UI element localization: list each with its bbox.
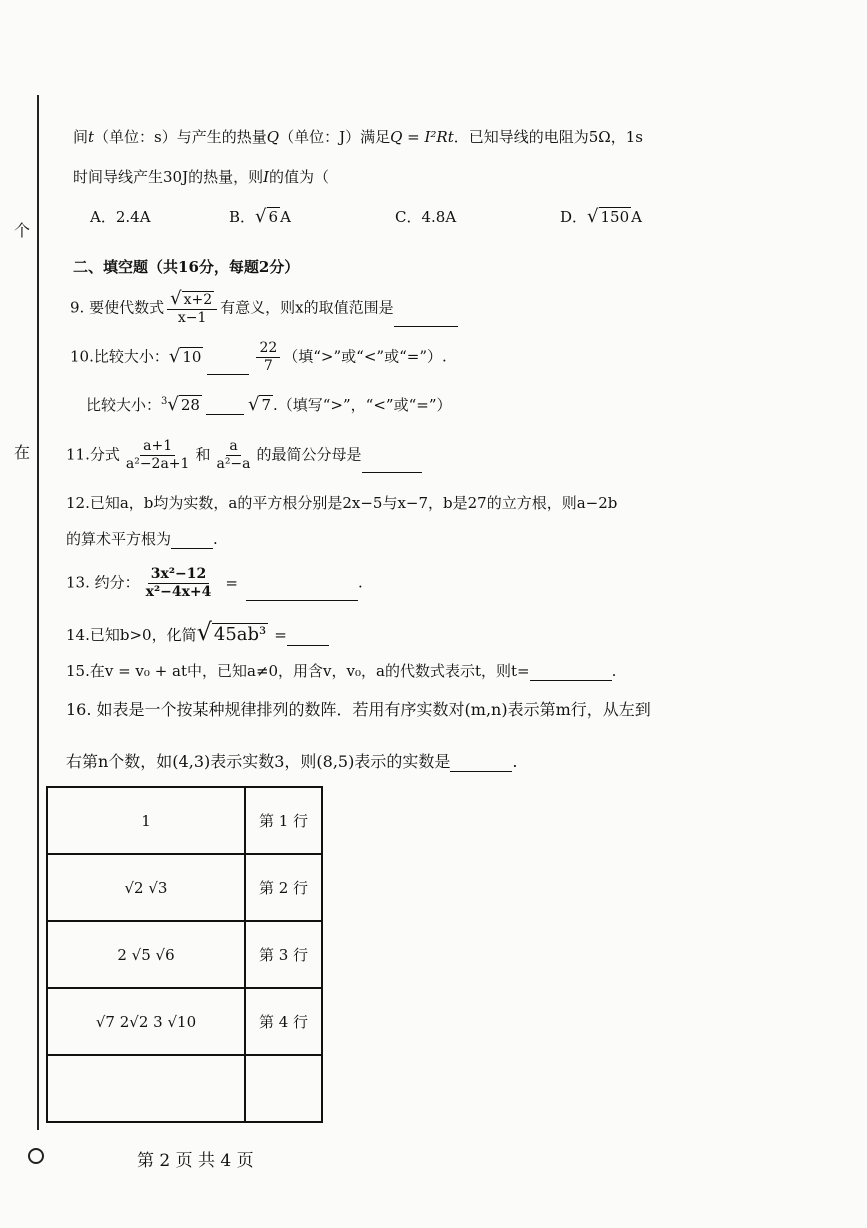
number-array-table (46, 786, 323, 1123)
answer-blank[interactable] (171, 548, 213, 549)
fraction: $\frac{a}{\text{a²−a}}$ (216, 438, 251, 472)
table-cell-label: 第 1 行 (245, 787, 322, 854)
table-row (47, 921, 322, 988)
q14: 14.已知b>0，化简√ 45ab³ = (66, 618, 329, 646)
fraction: $\frac{a+1}{\text{a²−2a+1}}$ (125, 438, 190, 472)
page-footer: 第 2 页 共 4 页 (137, 1151, 254, 1171)
q8-option-a: A．2.4A (90, 208, 151, 226)
q8-option-d: D．√ 150 A (560, 206, 642, 227)
table-cell-values: 2 √5 √6 (47, 921, 245, 988)
q9: 9. 要使代数式 $\frac{√ x+2}{x-1}$ 有意义，则x的取值范围是 (70, 290, 458, 327)
q13: 13. 约分： $\frac{\text{3x²−12}}{\text{x²−4x+4}}$ = . (66, 566, 363, 600)
table-row (47, 787, 322, 854)
q12-line1: 12.已知a，b均为实数，a的平方根分别是2x−5与x−7，b是27的立方根，则a−2b (66, 494, 618, 512)
table-cell-values: √2 √3 (47, 854, 245, 921)
q12-line2: 的算术平方根为 . (66, 530, 218, 548)
q15: 15.在v = v₀ + at中，已知a≠0，用含v，v₀，a的代数式表示t，则t= . (66, 662, 617, 680)
cube-radical: √ 28 (167, 394, 200, 415)
circle-mark-icon (28, 1148, 44, 1164)
margin-char-mid: 在 (14, 443, 31, 462)
q16-line1: 16. 如表是一个按某种规律排列的数阵．若用有序实数对(m,n)表示第m行，从左到 (66, 700, 651, 719)
fraction: $\frac{\text{3x²−12}}{\text{x²−4x+4}}$ (145, 566, 212, 600)
table-cell-label: 第 3 行 (245, 921, 322, 988)
table-cell-label (245, 1055, 322, 1122)
answer-blank[interactable] (394, 326, 458, 327)
answer-blank[interactable] (246, 600, 358, 601)
q8-option-b: B．√ 6 A (229, 206, 291, 227)
radical: √ 10 (168, 345, 202, 367)
radical: √ 7 (247, 394, 271, 415)
table-cell-values: √7 2√2 3 √10 (47, 988, 245, 1055)
table-row (47, 988, 322, 1055)
answer-blank[interactable] (207, 374, 249, 375)
binding-margin-line (37, 95, 39, 1130)
answer-blank[interactable] (206, 414, 244, 415)
radical: √ 45ab³ (196, 618, 267, 646)
q8-line2: 时间导线产生30J的热量，则I的值为（ (73, 168, 330, 186)
table-row (47, 1055, 322, 1122)
q8-option-c: C．4.8A (395, 208, 457, 226)
q11: 11.分式 $\frac{a+1}{\text{a²−2a+1}}$ 和 $\frac{a}{\text{a²−a}}$ 的最简公分母是 (66, 438, 422, 473)
q10-line2: 比较大小：$^3$√ 28 √ 7 .（填写“>”，“<”或“=”） (86, 394, 452, 415)
answer-blank[interactable] (362, 472, 422, 473)
answer-blank[interactable] (450, 771, 512, 772)
table-cell-label: 第 2 行 (245, 854, 322, 921)
answer-blank[interactable] (287, 645, 329, 646)
fraction: $\frac{22}{7}$ (256, 340, 280, 375)
q16-line2: 右第n个数，如(4,3)表示实数3，则(8,5)表示的实数是 . (66, 752, 518, 771)
q8-line1: 间t（单位：s）与产生的热量Q（单位：J）满足Q = I²Rt．已知导线的电阻为5Ω，1s (73, 128, 643, 146)
table-cell-label: 第 4 行 (245, 988, 322, 1055)
answer-blank[interactable] (530, 680, 612, 681)
q8-formula: Q = I²Rt (390, 128, 454, 146)
margin-char-top: 个 (14, 221, 31, 240)
table-row (47, 854, 322, 921)
table-cell-values (47, 1055, 245, 1122)
q10-line1: 10.比较大小：√ 10 $\frac{22}{7}$ （填“>”或“<”或“=”）. (70, 340, 447, 374)
fraction: $\frac{√ x+2}{x-1}$ (167, 290, 217, 327)
radical: √ 6 (255, 206, 279, 227)
table-cell-values: 1 (47, 787, 245, 854)
radical: √ 150 (587, 206, 630, 227)
section-title: 二、填空题（共16分，每题2分） (73, 258, 300, 276)
